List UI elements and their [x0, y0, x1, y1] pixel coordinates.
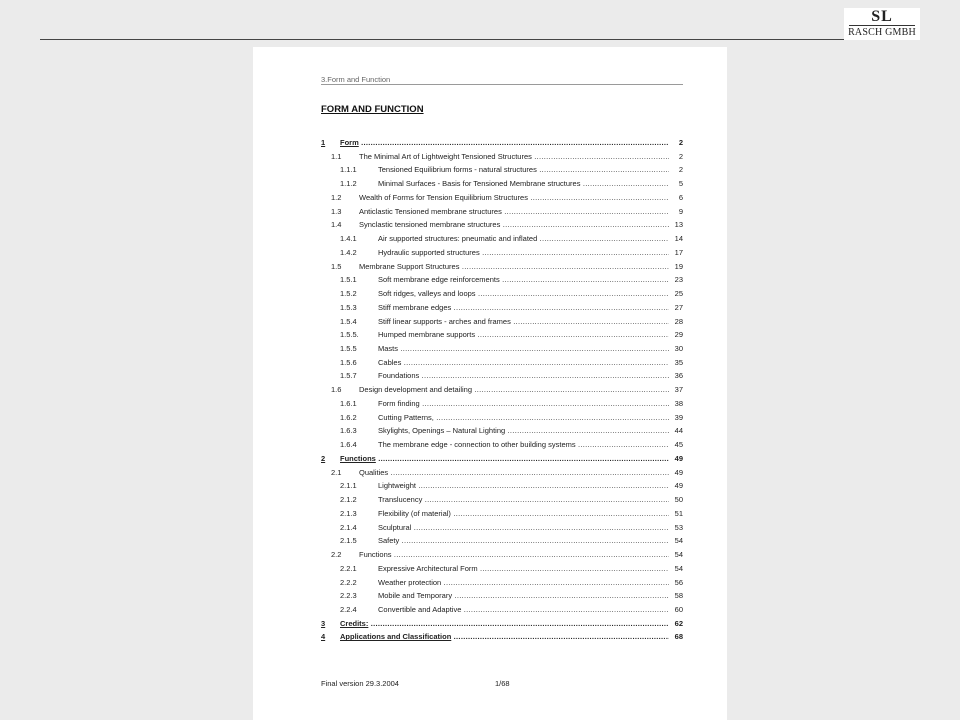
toc-entry[interactable] — [321, 466, 683, 480]
toc-entry-title: Humped membrane supports — [378, 330, 476, 340]
toc-entry-page: 68 — [674, 632, 683, 642]
toc-entry-title: Qualities — [359, 467, 389, 477]
toc-entry-title: Membrane Support Structures — [359, 261, 460, 271]
toc-entry-title: Applications and Classification — [340, 632, 452, 642]
toc-entry-number: 1.6.1 — [340, 398, 357, 408]
toc-entry-page: 58 — [674, 591, 683, 601]
toc-entry-page: 60 — [674, 604, 683, 614]
toc-entry-title: Functions — [340, 453, 376, 463]
toc-entry-title-leader — [359, 150, 669, 164]
toc-entry-title: The membrane edge - connection to other building systems — [378, 440, 576, 450]
toc-entry-number: 1.6.4 — [340, 440, 357, 450]
toc-entry-number: 1.5.1 — [340, 275, 357, 285]
toc-entry-title: Synclastic tensioned membrane structures — [359, 220, 501, 230]
toc-entry[interactable] — [321, 136, 683, 150]
toc-entry[interactable] — [321, 260, 683, 274]
toc-entry-number: 2.2.1 — [340, 563, 357, 573]
running-header: 3.Form and Function — [321, 75, 683, 85]
toc-entry-title-leader — [378, 521, 669, 535]
toc-entry-title-leader — [378, 232, 669, 246]
toc-entry-page: 36 — [674, 371, 683, 381]
toc-entry-page: 5 — [678, 179, 683, 189]
toc-entry-title: Cables — [378, 357, 402, 367]
toc-entry-title: Safety — [378, 536, 400, 546]
toc-entry[interactable] — [321, 576, 683, 590]
toc-entry-title: Stiff linear supports - arches and frames — [378, 316, 511, 326]
toc-entry-page: 54 — [674, 550, 683, 560]
toc-entry-title-leader — [378, 479, 669, 493]
toc-entry-title: Minimal Surfaces - Basis for Tensioned Membrane structures — [378, 179, 581, 189]
toc-entry-page: 35 — [674, 357, 683, 367]
toc-entry-number: 1.5.2 — [340, 289, 357, 299]
toc-entry[interactable] — [321, 452, 683, 466]
toc-entry-title: Soft membrane edge reinforcements — [378, 275, 500, 285]
toc-entry-title: Wealth of Forms for Tension Equilibrium Structures — [359, 192, 528, 202]
toc-entry-title-leader — [378, 273, 669, 287]
toc-entry-number: 2.1.2 — [340, 495, 357, 505]
toc-entry-title: Credits: — [340, 618, 369, 628]
toc-entry[interactable] — [321, 287, 683, 301]
toc-entry-title: Stiff membrane edges — [378, 302, 452, 312]
toc-entry-page: 13 — [674, 220, 683, 230]
toc-entry-number: 2.2.2 — [340, 577, 357, 587]
toc-entry-number: 1.5.5 — [340, 344, 357, 354]
toc-entry-number: 2.1.4 — [340, 522, 357, 532]
toc-entry-page: 29 — [674, 330, 683, 340]
toc-entry-title: Translucency — [378, 495, 423, 505]
toc-entry-title-leader — [378, 301, 669, 315]
toc-entry[interactable] — [321, 273, 683, 287]
toc-entry-page: 23 — [674, 275, 683, 285]
toc-entry-number: 1.1.2 — [340, 179, 357, 189]
toc-entry[interactable] — [321, 521, 683, 535]
toc-entry-number: 2.1.3 — [340, 508, 357, 518]
toc-entry-title-leader — [359, 466, 669, 480]
toc-entry-title-leader — [378, 438, 669, 452]
toc-entry-title-leader — [378, 369, 669, 383]
toc-entry[interactable] — [321, 150, 683, 164]
toc-entry-page: 9 — [678, 206, 683, 216]
toc-entry-number: 2.1.1 — [340, 481, 357, 491]
toc-entry[interactable] — [321, 246, 683, 260]
toc-entry-number: 4 — [321, 632, 326, 642]
toc-entry-number: 2.2.4 — [340, 604, 357, 614]
toc-entry-title: Design development and detailing — [359, 385, 472, 395]
toc-entry[interactable] — [321, 534, 683, 548]
toc-entry-title-leader — [378, 287, 669, 301]
toc-entry-page: 28 — [674, 316, 683, 326]
toc-entry-title-leader — [378, 424, 669, 438]
logo-name: RASCH GMBH — [848, 27, 916, 38]
toc-entry-number: 1.3 — [331, 206, 342, 216]
toc-entry-page: 2 — [678, 151, 683, 161]
toc-entry-page: 2 — [678, 138, 683, 147]
toc-entry-title: Hydraulic supported structures — [378, 247, 480, 257]
toc-entry-page: 39 — [674, 412, 683, 422]
toc-entry-title: Foundations — [378, 371, 420, 381]
toc-entry[interactable] — [321, 603, 683, 617]
toc-entry-title-leader — [359, 548, 669, 562]
toc-entry-page: 49 — [674, 481, 683, 491]
toc-entry-number: 2 — [321, 453, 326, 463]
toc-entry-number: 1.5.7 — [340, 371, 357, 381]
toc-entry-title-leader — [378, 562, 669, 576]
logo-mark: SL — [871, 8, 893, 25]
toc-entry-page: 14 — [674, 234, 683, 244]
toc-entry-title-leader — [378, 163, 669, 177]
toc-entry-title-leader — [340, 136, 669, 150]
header-rule — [40, 39, 920, 40]
toc-entry-page: 17 — [674, 247, 683, 257]
toc-entry-title-leader — [378, 356, 669, 370]
toc-entry-page: 2 — [678, 165, 683, 175]
toc-entry-page: 50 — [674, 495, 683, 505]
toc-entry-title: Convertible and Adaptive — [378, 604, 462, 614]
toc-entry-title-leader — [378, 576, 669, 590]
toc-entry-page: 49 — [674, 453, 683, 463]
toc-entry[interactable] — [321, 479, 683, 493]
company-logo — [844, 8, 920, 40]
toc-entry[interactable] — [321, 589, 683, 603]
toc-entry-number: 3 — [321, 618, 326, 628]
toc-entry[interactable] — [321, 369, 683, 383]
toc-entry-title: Air supported structures: pneumatic and inflated — [378, 234, 538, 244]
toc-entry-number: 1.4.1 — [340, 234, 357, 244]
toc-entry-page: 27 — [674, 302, 683, 312]
document-page — [253, 47, 727, 720]
toc-entry-title-leader — [378, 534, 669, 548]
toc-entry[interactable] — [321, 218, 683, 232]
toc-entry-title: Masts — [378, 344, 399, 354]
toc-entry-title-leader — [378, 315, 669, 329]
document-title: FORM AND FUNCTION — [321, 104, 424, 115]
toc-entry-page: 53 — [674, 522, 683, 532]
toc-entry-number: 1.4.2 — [340, 247, 357, 257]
toc-entry[interactable] — [321, 315, 683, 329]
toc-entry[interactable] — [321, 205, 683, 219]
toc-entry-number: 2.2.3 — [340, 591, 357, 601]
toc-entry-title-leader — [378, 589, 669, 603]
toc-entry[interactable] — [321, 356, 683, 370]
toc-entry-page: 62 — [674, 618, 683, 628]
toc-entry-title: Weather protection — [378, 577, 442, 587]
toc-entry-number: 1.1 — [331, 151, 342, 161]
toc-entry-page: 6 — [678, 192, 683, 202]
toc-entry-title: The Minimal Art of Lightweight Tensioned Structures — [359, 151, 532, 161]
toc-entry-title: Sculptural — [378, 522, 412, 532]
toc-entry[interactable] — [321, 424, 683, 438]
toc-entry-number: 1.2 — [331, 192, 342, 202]
toc-entry-title-leader — [378, 177, 669, 191]
footer-page-number: 1/68 — [495, 679, 510, 688]
toc-entry-title: Soft ridges, valleys and loops — [378, 289, 476, 299]
toc-entry-page: 25 — [674, 289, 683, 299]
toc-entry-number: 1.5 — [331, 261, 342, 271]
toc-entry-page: 19 — [674, 261, 683, 271]
toc-entry-title-leader — [359, 191, 669, 205]
toc-entry-number: 1.5.5. — [340, 330, 359, 340]
toc-entry-title-leader — [378, 507, 669, 521]
toc-entry-number: 1.6 — [331, 385, 342, 395]
toc-entry-title-leader — [378, 397, 669, 411]
toc-entry-title-leader — [359, 218, 669, 232]
toc-entry-page: 51 — [674, 508, 683, 518]
toc-entry-page: 49 — [674, 467, 683, 477]
toc-entry[interactable] — [321, 232, 683, 246]
toc-entry-number: 2.1.5 — [340, 536, 357, 546]
toc-entry-title-leader — [359, 383, 669, 397]
toc-entry-title-leader — [378, 342, 669, 356]
toc-entry-title-leader — [378, 411, 669, 425]
toc-entry[interactable] — [321, 548, 683, 562]
toc-entry-page: 30 — [674, 344, 683, 354]
toc-entry-page: 44 — [674, 426, 683, 436]
toc-entry-number: 1.6.3 — [340, 426, 357, 436]
toc-entry-page: 38 — [674, 398, 683, 408]
toc-entry[interactable] — [321, 301, 683, 315]
toc-entry-number: 1.6.2 — [340, 412, 357, 422]
toc-entry-title-leader — [340, 630, 669, 644]
toc-entry[interactable] — [321, 191, 683, 205]
toc-entry-number: 2.1 — [331, 467, 342, 477]
toc-entry[interactable] — [321, 397, 683, 411]
toc-entry-title: Anticlastic Tensioned membrane structures — [359, 206, 502, 216]
toc-entry-title: Mobile and Temporary — [378, 591, 453, 601]
toc-entry-title-leader — [378, 246, 669, 260]
toc-entry-number: 1.4 — [331, 220, 342, 230]
toc-entry-title: Lightweight — [378, 481, 416, 491]
toc-entry[interactable] — [321, 507, 683, 521]
toc-entry-title: Cutting Patterns, — [378, 412, 434, 422]
toc-entry-title-leader — [378, 328, 669, 342]
toc-entry-title-leader — [359, 260, 669, 274]
toc-entry[interactable] — [321, 383, 683, 397]
toc-entry-title: Functions — [359, 550, 392, 560]
toc-entry[interactable] — [321, 493, 683, 507]
toc-entry-title-leader — [340, 617, 669, 631]
toc-entry-title-leader — [359, 205, 669, 219]
toc-entry[interactable] — [321, 562, 683, 576]
toc-entry-title-leader — [340, 452, 669, 466]
toc-entry-title: Form — [340, 138, 359, 147]
toc-entry[interactable] — [321, 617, 683, 631]
table-of-contents — [321, 136, 683, 644]
toc-entry[interactable] — [321, 342, 683, 356]
toc-entry-page: 56 — [674, 577, 683, 587]
toc-entry-title-leader — [378, 493, 669, 507]
toc-entry-page: 45 — [674, 440, 683, 450]
toc-entry-number: 1.5.4 — [340, 316, 357, 326]
toc-entry-number: 1.1.1 — [340, 165, 357, 175]
toc-entry-title-leader — [378, 603, 669, 617]
toc-entry[interactable] — [321, 438, 683, 452]
toc-entry[interactable] — [321, 177, 683, 191]
toc-entry[interactable] — [321, 328, 683, 342]
toc-entry[interactable] — [321, 163, 683, 177]
toc-entry[interactable] — [321, 411, 683, 425]
toc-entry-title: Tensioned Equilibrium forms - natural structures — [378, 165, 537, 175]
toc-entry-number: 1 — [321, 138, 326, 147]
toc-entry-page: 37 — [674, 385, 683, 395]
footer-version: Final version 29.3.2004 — [321, 679, 399, 688]
toc-entry-title: Skylights, Openings – Natural Lighting — [378, 426, 506, 436]
toc-entry-page: 54 — [674, 563, 683, 573]
toc-entry-title: Flexibility (of material) — [378, 508, 451, 518]
toc-entry-title: Form finding — [378, 398, 420, 408]
toc-entry-number: 2.2 — [331, 550, 342, 560]
toc-entry-number: 1.5.6 — [340, 357, 357, 367]
toc-entry-number: 1.5.3 — [340, 302, 357, 312]
toc-entry[interactable] — [321, 630, 683, 644]
toc-entry-page: 54 — [674, 536, 683, 546]
toc-entry-title: Expressive Architectural Form — [378, 563, 478, 573]
